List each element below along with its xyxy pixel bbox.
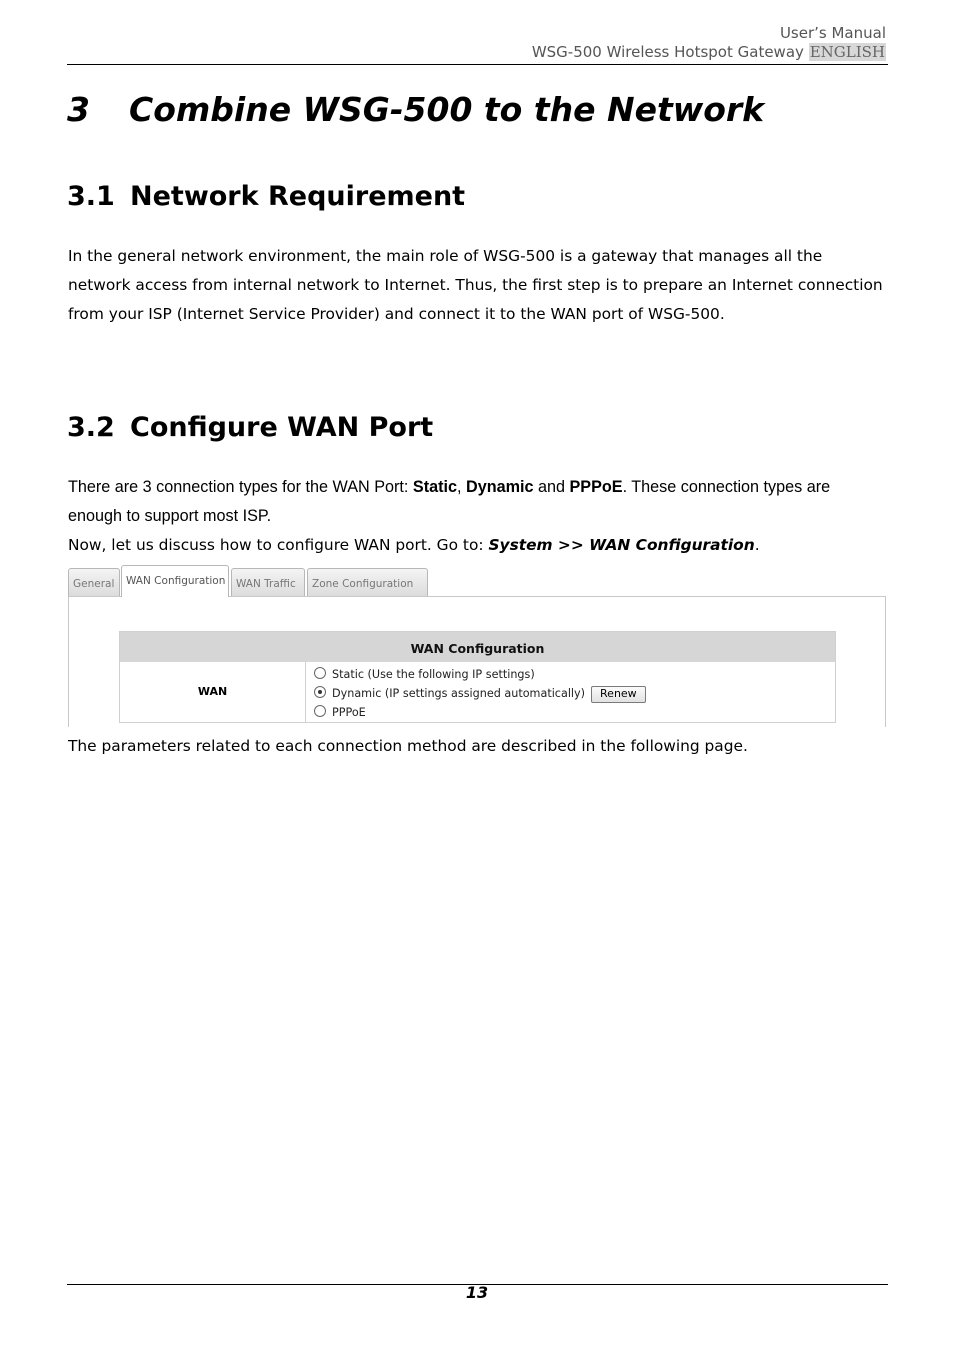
- connection-types-paragraph: [68, 473, 888, 531]
- wan-configuration-screenshot: [68, 565, 886, 727]
- header-product-name: WSG-500 Wireless Hotspot Gateway: [531, 43, 804, 61]
- text-run: .: [754, 536, 760, 554]
- section-heading-configure-wan-port: [67, 412, 433, 443]
- option-label: Static (Use the following IP settings): [332, 668, 535, 681]
- wan-option-pppoe[interactable]: [314, 705, 366, 719]
- closing-paragraph: The parameters related to each connection method are described in the following page.: [68, 737, 748, 755]
- connection-type-pppoe: PPPoE: [569, 478, 623, 496]
- renew-button[interactable]: Renew: [591, 686, 646, 703]
- wan-option-dynamic[interactable]: [314, 686, 646, 703]
- navigation-instruction: [68, 531, 888, 560]
- wan-config-table-title: WAN Configuration: [120, 632, 835, 662]
- text-run: Now, let us discuss how to configure WAN port. Go to:: [68, 536, 489, 554]
- tab-wan-configuration[interactable]: WAN Configuration: [121, 565, 229, 597]
- text-run: . These connection types are enough to support most ISP.: [68, 478, 831, 525]
- section-number: 3.1: [67, 181, 115, 212]
- connection-type-dynamic: Dynamic: [466, 478, 534, 496]
- text-run: There are 3 connection types for the WAN Port:: [68, 478, 413, 496]
- config-tab-bar: [68, 565, 886, 597]
- tab-zone-configuration[interactable]: Zone Configuration: [307, 568, 428, 596]
- network-requirement-paragraph: In the general network environment, the main role of WSG-500 is a gateway that manages all the network access from internal network to Internet. Thus, the first step is to prepare an Internet connection from your ISP (Internet Service Provider) and connect it to the WAN port of WSG-500.: [68, 247, 883, 323]
- tab-panel: [68, 596, 886, 727]
- section-number: 3.2: [67, 412, 115, 443]
- header-product-line: [532, 43, 886, 61]
- connection-type-static: Static: [412, 478, 457, 496]
- section-title: Configure WAN Port: [130, 412, 434, 443]
- header-divider: [67, 64, 888, 65]
- wan-config-table: [119, 631, 836, 723]
- wan-row-label: WAN: [120, 662, 306, 722]
- chapter-title: Combine WSG-500 to the Network: [129, 90, 765, 129]
- chapter-number: 3: [67, 90, 90, 129]
- tab-general[interactable]: General: [68, 568, 120, 596]
- page-number: 13: [465, 1283, 489, 1302]
- section-heading-network-requirement: [67, 181, 465, 212]
- text-run: and: [533, 478, 570, 496]
- tab-wan-traffic[interactable]: WAN Traffic: [231, 568, 305, 596]
- radio-static[interactable]: [314, 667, 326, 679]
- section-title: Network Requirement: [130, 181, 466, 212]
- radio-dynamic[interactable]: [314, 686, 326, 698]
- option-label: PPPoE: [332, 706, 366, 719]
- header-manual-title: User’s Manual: [779, 24, 886, 42]
- wan-option-static[interactable]: [314, 667, 535, 681]
- option-label: Dynamic (IP settings assigned automatically): [332, 687, 586, 700]
- header-language-label: ENGLISH: [809, 43, 885, 61]
- text-run: ,: [457, 478, 466, 496]
- menu-path: System >> WAN Configuration: [488, 536, 755, 554]
- chapter-heading: [67, 90, 764, 129]
- radio-pppoe[interactable]: [314, 705, 326, 717]
